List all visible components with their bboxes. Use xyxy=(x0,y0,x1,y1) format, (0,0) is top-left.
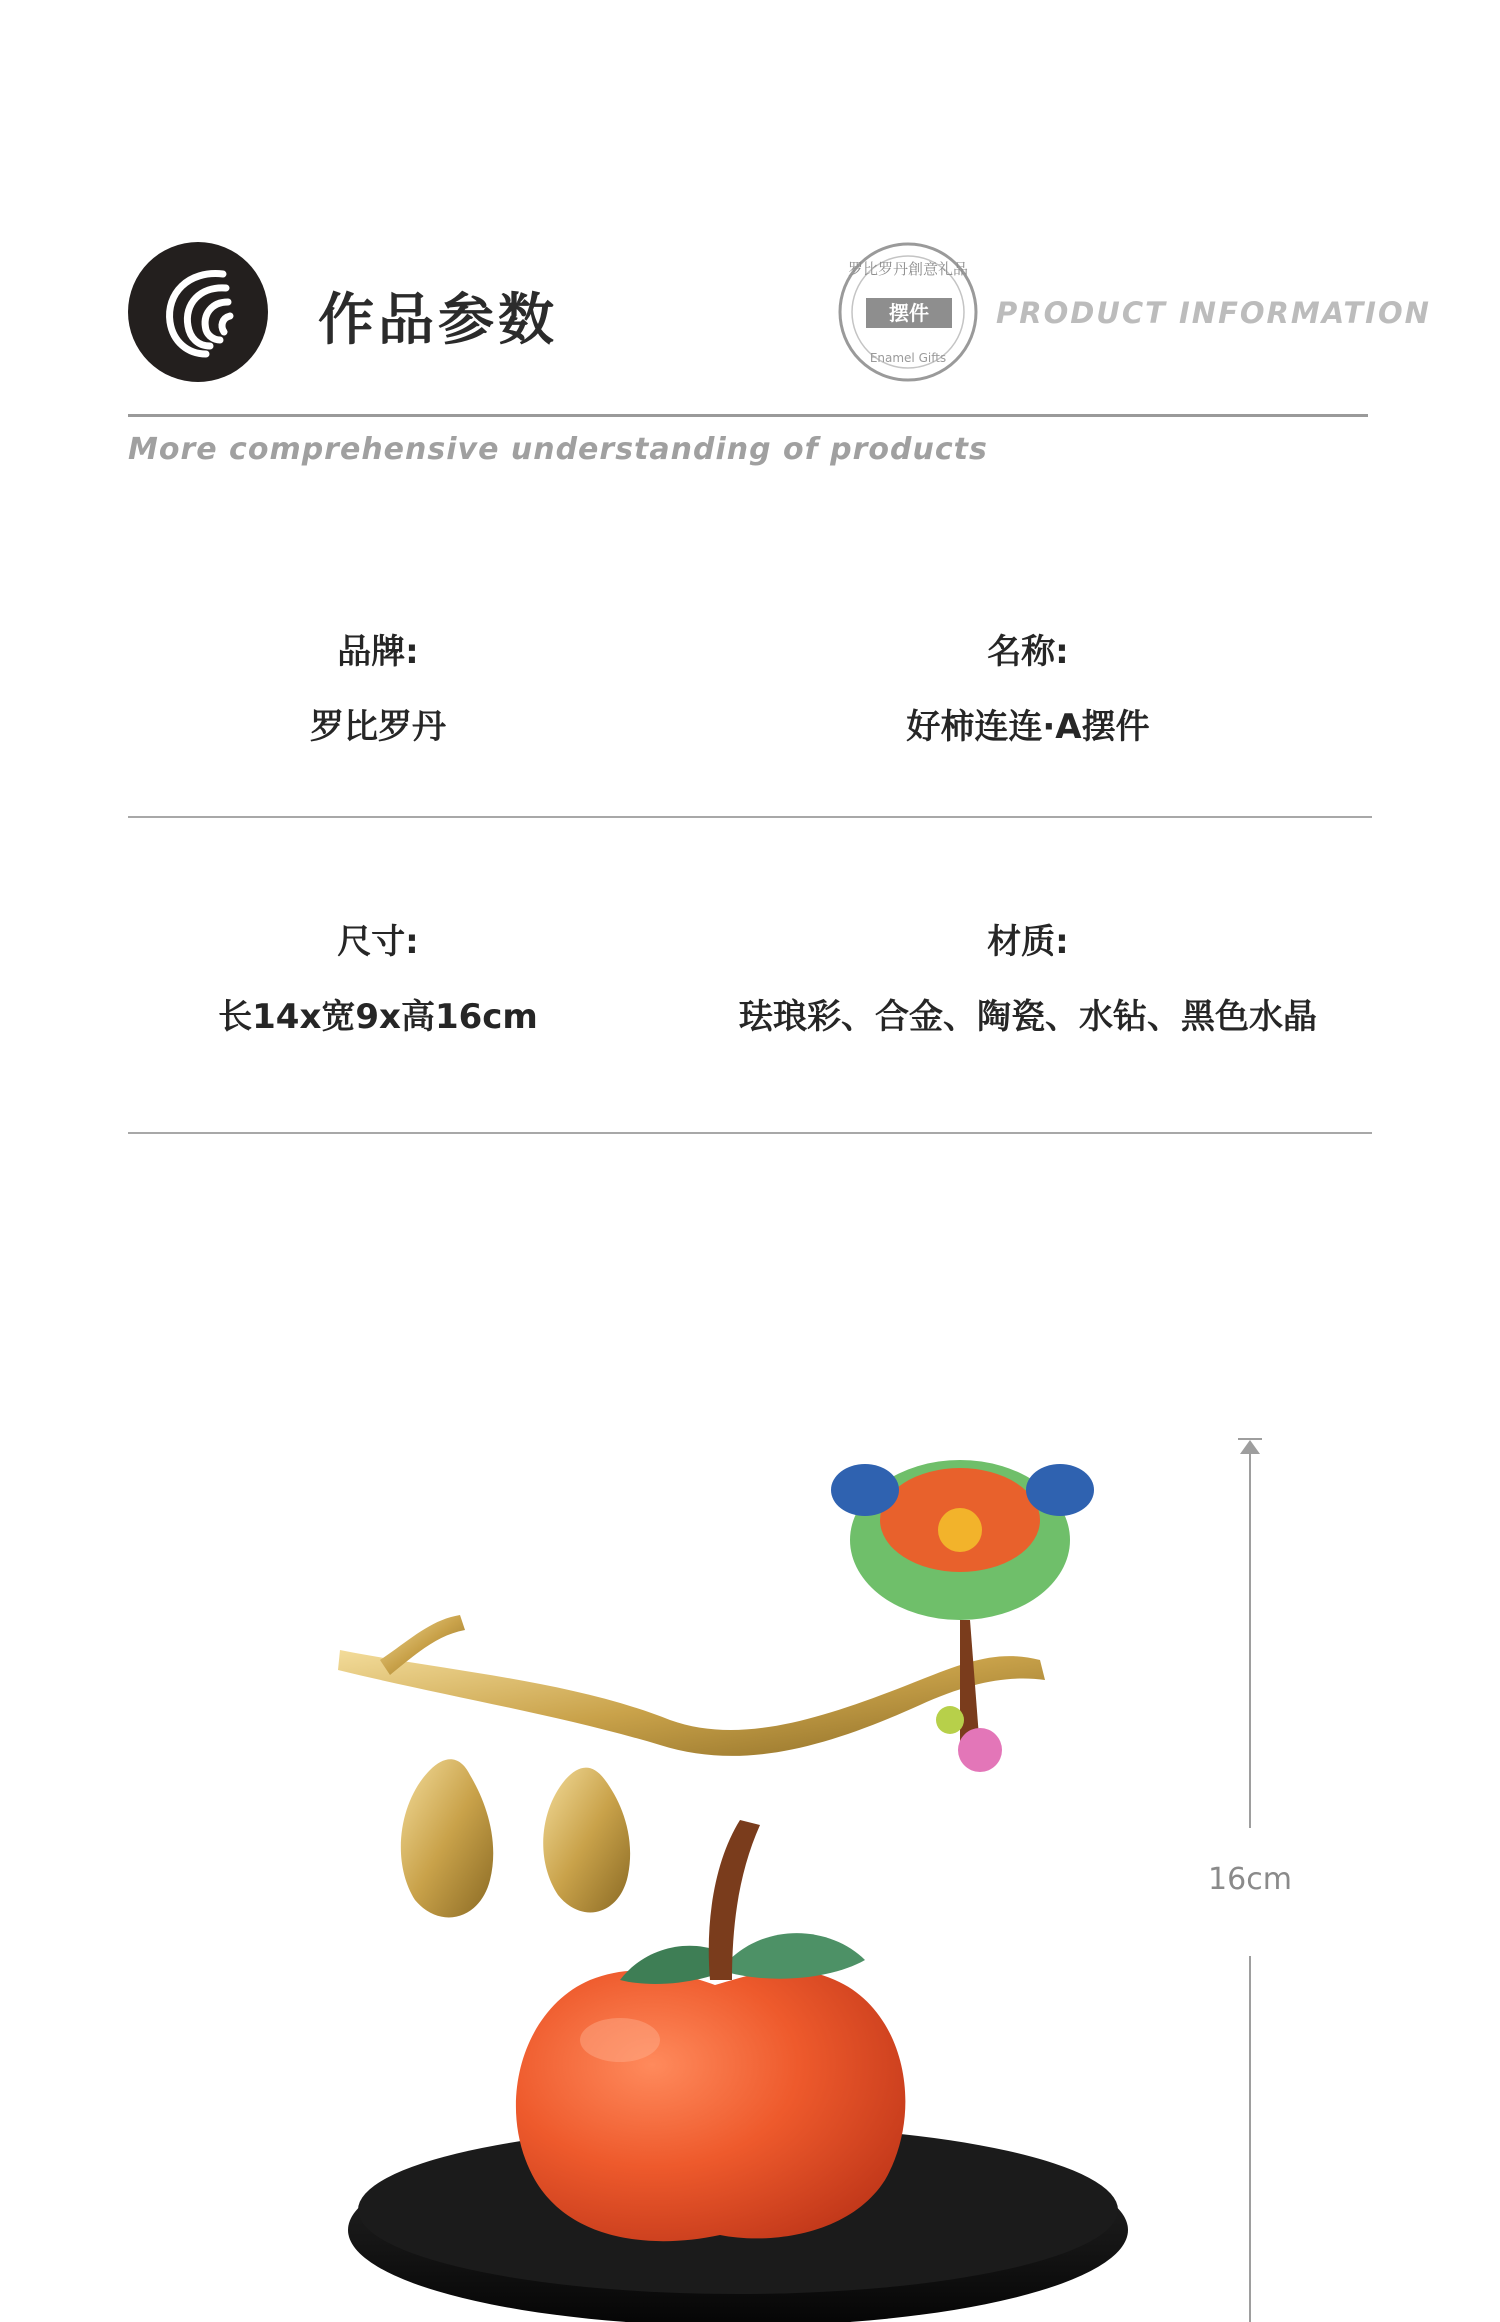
height-dimension-label: 16cm xyxy=(1208,1862,1292,1897)
dimension-line-lower xyxy=(1249,1956,1251,2322)
spec-label: 材质: xyxy=(987,922,1069,962)
row-divider xyxy=(128,816,1372,818)
dimension-cap xyxy=(1238,1438,1262,1440)
spec-value: 长14x宽9x高16cm xyxy=(218,997,538,1037)
row-divider xyxy=(128,1132,1372,1134)
svg-text:Enamel Gifts: Enamel Gifts xyxy=(869,351,947,365)
spec-name xyxy=(738,624,1318,748)
spec-value: 罗比罗丹 xyxy=(310,707,446,747)
spec-value: 好柿连连·A摆件 xyxy=(906,707,1150,747)
spec-label: 名称: xyxy=(987,632,1069,672)
brand-logo xyxy=(128,242,268,382)
spec-brand xyxy=(88,624,668,748)
product-image xyxy=(320,1420,1140,2322)
header-divider xyxy=(128,414,1368,417)
svg-text:罗比罗丹創意礼品: 罗比罗丹創意礼品 xyxy=(847,260,969,278)
spec-label: 品牌: xyxy=(337,632,419,672)
spec-label: 尺寸: xyxy=(337,922,419,962)
page-title: 作品参数 xyxy=(318,288,558,353)
product-type-badge: 摆件 xyxy=(866,298,952,328)
dimension-line-upper xyxy=(1249,1448,1251,1828)
spec-material xyxy=(738,914,1318,1038)
spec-size xyxy=(88,914,668,1038)
spec-value: 珐琅彩、合金、陶瓷、水钻、黑色水晶 xyxy=(739,997,1317,1037)
section-title-en: PRODUCT INFORMATION xyxy=(996,296,1431,330)
section-subtitle: More comprehensive understanding of products xyxy=(128,432,988,467)
lion-mane-icon xyxy=(128,242,268,382)
